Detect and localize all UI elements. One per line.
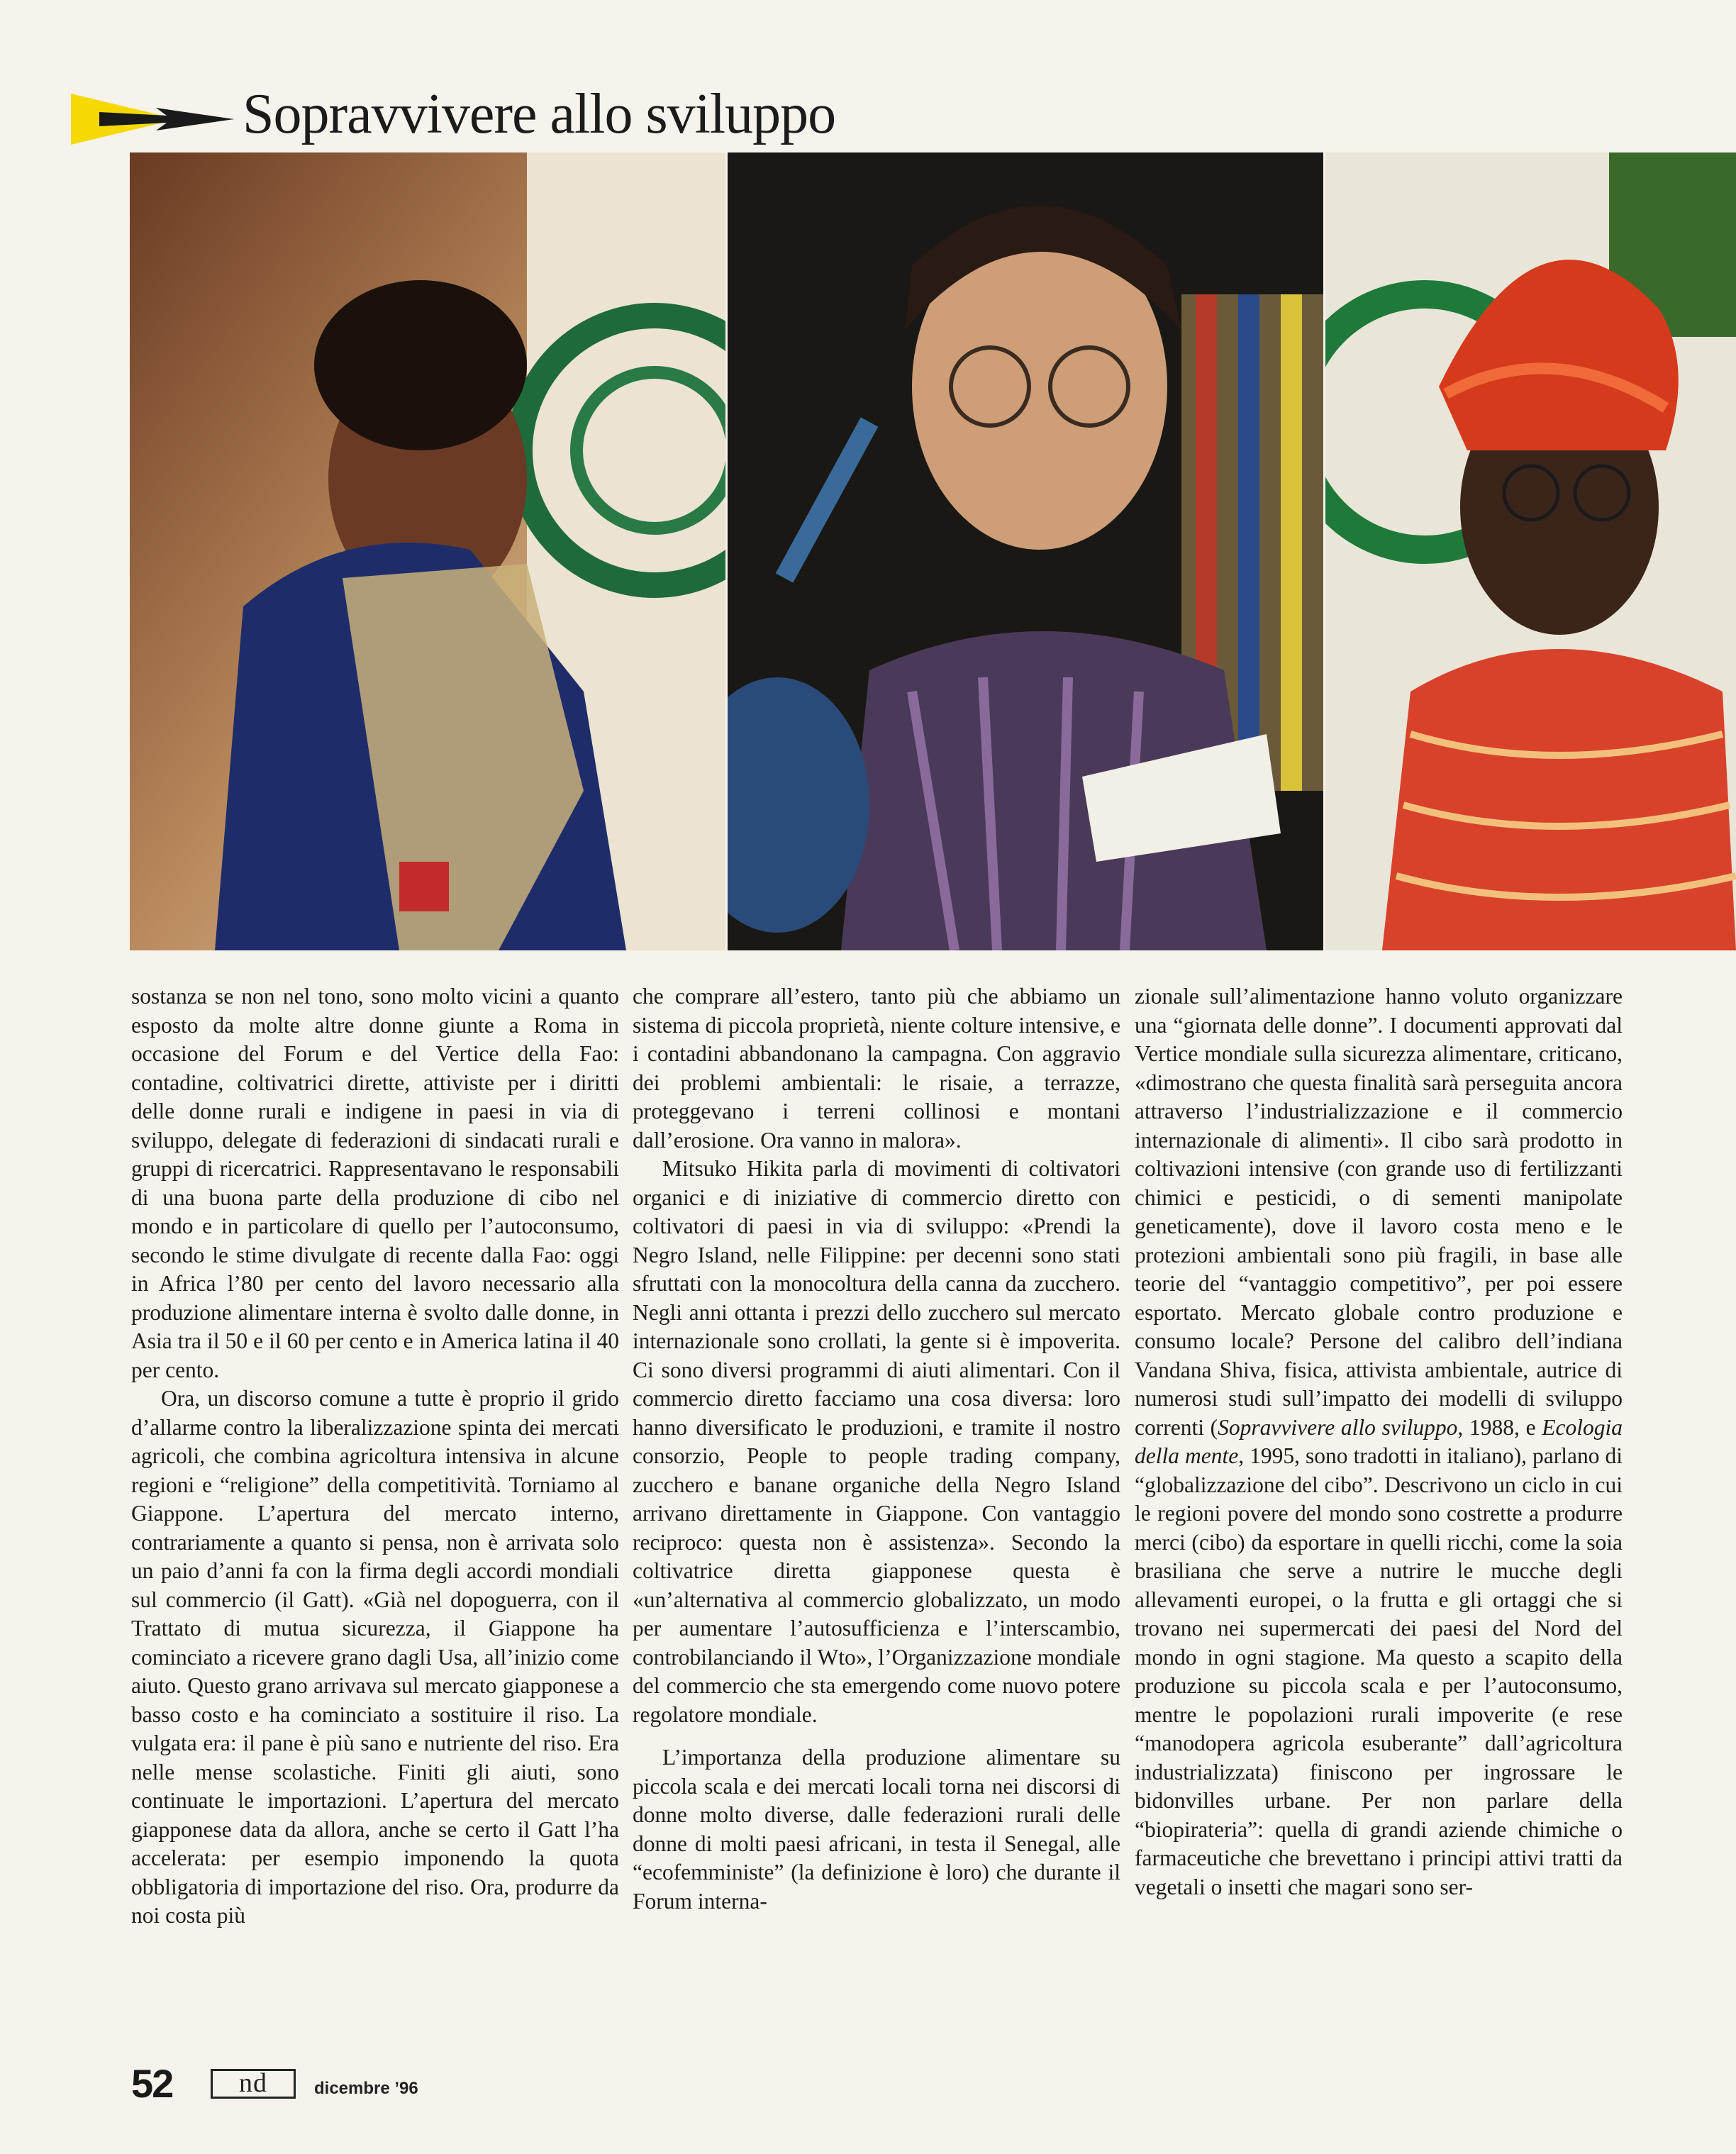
paragraph: che comprare all’estero, tanto più che abbiamo un sistema di piccola proprietà, niente colture intensive, e i contadini abbandonano la campagna. Con aggravio dei problemi ambientali: le risaie, a terrazze, proteggevano i terreni collinosi e montani dall’erosione. Ora vanno in malora». [633,984,1120,1153]
paragraph: Ora, un discorso comune a tutte è proprio il grido d’allarme contro la liberalizzazione spinta dei mercati agricoli, che combina agricoltura intensiva in alcune regioni e “religione” della competitività. Torniamo al Giappone. L’apertura del mercato interno, contrariamente a quanto si pensa, non è arrivata solo un paio d’anni fa con la firma degli accordi mondiali sul commercio (il Gatt). «Già nel dopoguerra, con il Trattato di mutua sicurezza, il Giappone ha cominciato a ricevere grano dagli Usa, all’inizio come aiuto. Questo grano arrivava sul mercato giapponese a basso costo e ha cominciato a sostituire il riso. La vulgata era: il pane è più sano e nutriente del riso. Era nelle mense scolastiche. Finiti gli aiuti, sono continuate le importazioni. L’apertura del mercato giapponese data da allora, anche se certo il Gatt l’ha accelerata: per esempio imponendo la quota obbligatoria di importazione del riso. Ora, produrre da noi costa più [131,1386,619,1928]
text-run: , 1988, e [1457,1414,1542,1440]
paragraph: Mitsuko Hikita parla di movimenti di coltivatori organici e di iniziative di commercio diretto con coltivatori di paesi in via di sviluppo: «Prendi la Negro Island, nelle Filippine: per decenni sono stati sfruttati con la monocoltura della canna da zucchero. Negli anni ottanta i prezzi dello zucchero sul mercato internazionale sono crollati, la gente si è impoverita. Ci sono diversi programmi di aiuti alimentari. Con il commercio diretto facciamo una cosa diversa: loro hanno diversificato le produzioni, e tramite il nostro consorzio, People to people trading company, zucchero e banane organiche della Negro Island arrivano direttamente in Giappone. Con vantaggio reciproco: questa non è assistenza». Secondo la coltivatrice diretta giapponese questa è «un’alternativa al commercio globalizzato, un modo per aumentare l’autosufficienza e l’interscambio, controbilanciando il Wto», l’Organizzazione mondiale del commercio che sta emergendo come nuovo potere regolatore mondiale. [633,1156,1120,1727]
book-title: Ecologia della mente [1135,1414,1623,1468]
text-run: zionale sull’alimentazione hanno voluto organizzare una “giornata delle donne”. I documenti approvati dal Vertice mondiale sulla sicurezza alimentare, criticano, «dimostrano che questa finalità sarà perseguita ancora attraverso l’industrializzazione e il commercio internazionale di alimenti». Il cibo sarà prodotto in coltivazioni intensive (con grande uso di fertilizzanti chimici e pesticidi, o di sementi manipolate geneticamente), dove il lavoro costa meno e le protezioni ambientali sono più fragili, in base alle teorie del “vantaggio competitivo”, per poi essere esportato. Mercato globale contro produzione e consumo locale? Persone del calibro dell’indiana Vandana Shiva, fisica, attivista ambientale, autrice di numerosi studi sull’impatto dei modelli di sviluppo correnti ( [1135,984,1623,1440]
issue-date: dicembre ’96 [314,2079,418,2098]
text-run: , 1995, sono tradotti in italiano), parlano di “globalizzazione del cibo”. Descrivono un ciclo in cui le regioni povere del mondo sono costrette a produrre merci (cibo) da esportare in quelli ricchi, come la soia brasiliana che serve a nutrire le mucche degli allevamenti europei, o la frutta e gli ortaggi che si trovano nei supermercati dei paesi del Nord del mondo in ogni stagione. Ma questo a scapito della produzione su piccola scala e per l’autoconsumo, mentre le popolazioni rurali impoverite (e rese “manodopera agricola esuberante” dall’agricoltura industrializzata) finiscono per ingrossare le bidonvilles urbane. Per non parlare della “biopirateria”: quella di grandi aziende chimiche o farmaceutiche che brevettano i principi attivi tratti da vegetali o insetti che magari sono ser- [1135,1443,1623,1899]
photo-speaker-in-blue-sari [130,152,725,950]
magazine-logo: nd [211,2069,296,2099]
page-footer [131,2060,769,2110]
paragraph: L’importanza della produzione alimentare su piccola scala e dei mercati locali torna nei discorsi di donne molto diverse, dalle federazioni rurali delle donne di molti paesi africani, in testa il Senegal, alle “ecofemministe” (la definizione è loro) che durante il Forum interna- [633,1745,1120,1914]
yellow-arrow-icon [71,91,234,148]
article-column-1 [131,982,619,1997]
photo-speaker-in-red-headwrap [1325,152,1736,950]
book-title: Sopravvivere allo sviluppo [1218,1414,1458,1440]
photo-speaker-with-glasses-at-microphone [728,152,1323,950]
paragraph [1135,982,1623,1902]
page-number: 52 [131,2061,173,2106]
section-title: Sopravvivere allo sviluppo [243,83,836,145]
paragraph: sostanza se non nel tono, sono molto vicini a quanto esposto da molte altre donne giunte a Roma in occasione del Forum e del Vertice della Fao: contadine, coltivatrici dirette, attiviste per i diritti delle donne rurali e indigene in paesi in via di sviluppo, delegate di federazioni di sindacati rurali e gruppi di ricercatrici. Rappresentavano le responsabili di una buona parte della produzione di cibo nel mondo e in particolare di quello per l’autoconsumo, secondo le stime divulgate di recente dalla Fao: oggi in Africa l’80 per cento del lavoro necessario alla produzione alimentare interna è svolto dalle donne, in Asia tra il 50 e il 60 per cento e in America latina il 40 per cento. [131,984,619,1382]
photo-strip [130,152,1736,950]
article-column-2 [633,982,1120,1997]
section-header [71,77,922,155]
article-column-3 [1135,982,1623,1997]
